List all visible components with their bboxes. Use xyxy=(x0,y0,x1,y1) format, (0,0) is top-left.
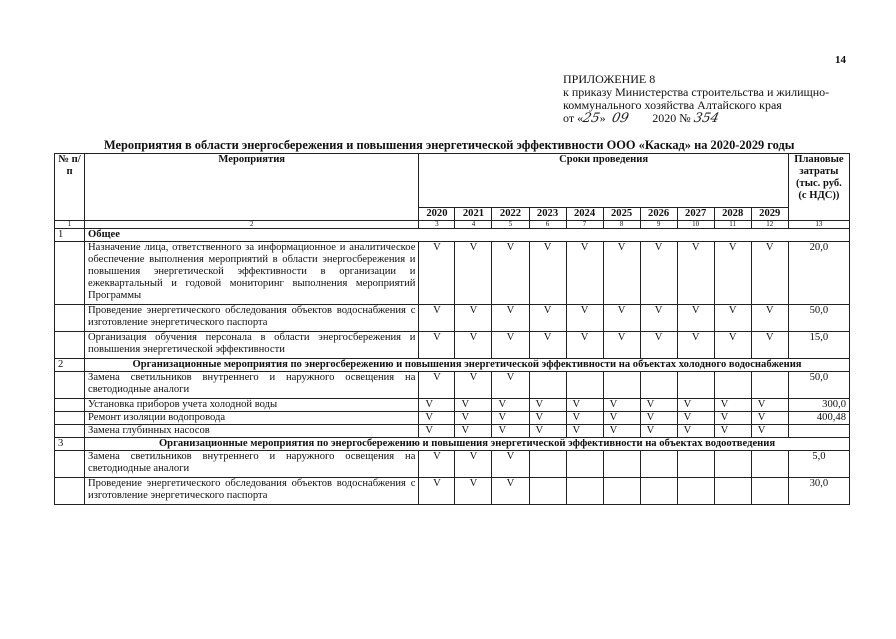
measure-text: Ремонт изоляции водопровода xyxy=(85,412,419,425)
column-number-3: 3 xyxy=(419,221,455,229)
measure-row xyxy=(55,399,850,412)
year-mark-2026 xyxy=(640,478,677,505)
planned-cost: 15,0 xyxy=(788,332,849,359)
planned-cost: 5,0 xyxy=(788,451,849,478)
column-number-1: 1 xyxy=(55,221,85,229)
year-mark-2022: V xyxy=(492,399,529,412)
year-mark-2029: V xyxy=(751,425,788,438)
year-2020: 2020 xyxy=(419,208,455,221)
year-mark-2027: V xyxy=(677,242,714,305)
planned-cost xyxy=(788,425,849,438)
measure-text: Замена светильников внутреннего и наружного освещения на светодиодные аналоги xyxy=(85,372,419,399)
measure-text: Назначение лица, ответственного за информационное и аналитическое обеспечение выполнения мероприятий в области энергосбережения и повышения энергетической эффективности в организации и ежеквартальный и годовой мониторинг выполнения мероприятий Программы xyxy=(85,242,419,305)
appendix-line-2: к приказу Министерства строительства и жилищно- xyxy=(563,85,830,99)
section-number: 1 xyxy=(55,229,85,242)
year-mark-2025: V xyxy=(603,399,640,412)
year-mark-2020: V xyxy=(419,451,455,478)
column-number-11: 11 xyxy=(714,221,751,229)
year-mark-2022: V xyxy=(492,372,529,399)
year-mark-2027 xyxy=(677,478,714,505)
year-mark-2020: V xyxy=(419,478,455,505)
handwritten-number: 354 xyxy=(692,111,721,126)
year-mark-2028 xyxy=(714,478,751,505)
year-2027: 2027 xyxy=(677,208,714,221)
column-number-13: 13 xyxy=(788,221,849,229)
appendix-line-3: коммунального хозяйства Алтайского края xyxy=(563,98,782,112)
year-mark-2023: V xyxy=(529,425,566,438)
measure-text: Замена глубинных насосов xyxy=(85,425,419,438)
row-num-cell xyxy=(55,242,85,305)
year-2022: 2022 xyxy=(492,208,529,221)
measure-row xyxy=(55,372,850,399)
year-mark-2025 xyxy=(603,451,640,478)
column-number-7: 7 xyxy=(566,221,603,229)
date-separator: » xyxy=(599,111,606,125)
year-mark-2021: V xyxy=(455,425,492,438)
year-mark-2024 xyxy=(566,372,603,399)
year-mark-2022: V xyxy=(492,451,529,478)
column-number-12: 12 xyxy=(751,221,788,229)
year-mark-2024: V xyxy=(566,305,603,332)
year-mark-2027: V xyxy=(677,305,714,332)
year-mark-2026 xyxy=(640,451,677,478)
year-mark-2021: V xyxy=(455,372,492,399)
measures-table xyxy=(54,153,850,505)
document-title: Мероприятия в области энергосбережения и повышения энергетической эффективности ООО «Каскад» на 2020-2029 годы xyxy=(104,138,795,152)
header-row xyxy=(55,154,850,208)
year-2021: 2021 xyxy=(455,208,492,221)
year-mark-2025: V xyxy=(603,425,640,438)
year-mark-2026: V xyxy=(640,305,677,332)
measure-row xyxy=(55,242,850,305)
year-mark-2026: V xyxy=(640,425,677,438)
row-num-cell xyxy=(55,332,85,359)
year-mark-2021: V xyxy=(455,242,492,305)
year-mark-2029: V xyxy=(751,412,788,425)
year-2026: 2026 xyxy=(640,208,677,221)
year-mark-2026: V xyxy=(640,332,677,359)
year-mark-2028: V xyxy=(714,332,751,359)
year-mark-2028 xyxy=(714,451,751,478)
year-2029: 2029 xyxy=(751,208,788,221)
measure-row xyxy=(55,425,850,438)
section-title: Организационные мероприятия по энергосбережению и повышения энергетической эффективности на объектах холодного водоснабжения xyxy=(85,359,850,372)
year-mark-2027 xyxy=(677,451,714,478)
year-mark-2024: V xyxy=(566,412,603,425)
year-mark-2020: V xyxy=(419,332,455,359)
year-2028: 2028 xyxy=(714,208,751,221)
row-num-cell xyxy=(55,412,85,425)
year-mark-2023: V xyxy=(529,412,566,425)
header-terms: Сроки проведения xyxy=(419,154,788,208)
year-mark-2027: V xyxy=(677,425,714,438)
year-mark-2020: V xyxy=(419,242,455,305)
planned-cost: 400,48 xyxy=(788,412,849,425)
year-mark-2026: V xyxy=(640,242,677,305)
year-mark-2025: V xyxy=(603,305,640,332)
year-mark-2024: V xyxy=(566,242,603,305)
year-mark-2025: V xyxy=(603,242,640,305)
column-number-8: 8 xyxy=(603,221,640,229)
year-mark-2023 xyxy=(529,372,566,399)
appendix-header xyxy=(563,73,829,125)
year-mark-2026: V xyxy=(640,412,677,425)
year-2024: 2024 xyxy=(566,208,603,221)
section-row xyxy=(55,438,850,451)
year-mark-2027: V xyxy=(677,332,714,359)
year-mark-2029: V xyxy=(751,305,788,332)
column-number-2: 2 xyxy=(85,221,419,229)
handwritten-day: 25 xyxy=(581,111,602,126)
year-mark-2028: V xyxy=(714,412,751,425)
column-number-4: 4 xyxy=(455,221,492,229)
planned-cost: 300,0 xyxy=(788,399,849,412)
year-mark-2024 xyxy=(566,478,603,505)
header-num: № п/п xyxy=(55,154,85,221)
year-mark-2024: V xyxy=(566,425,603,438)
year-mark-2029 xyxy=(751,451,788,478)
year-mark-2021: V xyxy=(455,305,492,332)
year-mark-2027 xyxy=(677,372,714,399)
year-mark-2028: V xyxy=(714,425,751,438)
planned-cost: 20,0 xyxy=(788,242,849,305)
year-mark-2029 xyxy=(751,372,788,399)
year-mark-2026 xyxy=(640,372,677,399)
page-number: 14 xyxy=(835,54,846,66)
row-num-cell xyxy=(55,399,85,412)
year-mark-2023 xyxy=(529,451,566,478)
year-mark-2024: V xyxy=(566,332,603,359)
year-mark-2029 xyxy=(751,478,788,505)
measure-text: Установка приборов учета холодной воды xyxy=(85,399,419,412)
appendix-line-1: ПРИЛОЖЕНИЕ 8 xyxy=(563,72,656,86)
row-num-cell xyxy=(55,372,85,399)
section-title: Общее xyxy=(85,229,850,242)
year-mark-2028: V xyxy=(714,305,751,332)
year-mark-2026: V xyxy=(640,399,677,412)
year-mark-2024 xyxy=(566,451,603,478)
year-mark-2025 xyxy=(603,372,640,399)
year-mark-2022: V xyxy=(492,305,529,332)
section-title: Организационные мероприятия по энергосбережению и повышения энергетической эффективности на объектах водоотведения xyxy=(85,438,850,451)
year-mark-2020: V xyxy=(419,305,455,332)
year-mark-2027: V xyxy=(677,412,714,425)
year-mark-2023: V xyxy=(529,332,566,359)
year-mark-2023: V xyxy=(529,242,566,305)
year-mark-2020: V xyxy=(419,412,455,425)
appendix-date-line xyxy=(563,112,829,125)
measure-row xyxy=(55,412,850,425)
year-mark-2025 xyxy=(603,478,640,505)
header-measure: Мероприятия xyxy=(85,154,419,221)
measure-text: Проведение энергетического обследования объектов водоснабжения с изготовление энергетического паспорта xyxy=(85,305,419,332)
year-mark-2024: V xyxy=(566,399,603,412)
measure-text: Замена светильников внутреннего и наружного освещения на светодиодные аналоги xyxy=(85,451,419,478)
column-number-9: 9 xyxy=(640,221,677,229)
row-num-cell xyxy=(55,478,85,505)
year-mark-2029: V xyxy=(751,242,788,305)
section-row xyxy=(55,229,850,242)
measure-text: Организация обучения персонала в области энергосбережения и повышения энергетической эффективности xyxy=(85,332,419,359)
year-mark-2021: V xyxy=(455,478,492,505)
year-mark-2022: V xyxy=(492,242,529,305)
section-number: 2 xyxy=(55,359,85,372)
measure-row xyxy=(55,451,850,478)
row-num-cell xyxy=(55,305,85,332)
date-prefix: от « xyxy=(563,111,584,125)
year-mark-2020: V xyxy=(419,399,455,412)
column-numbers-row xyxy=(55,221,850,229)
year-mark-2021: V xyxy=(455,451,492,478)
year-mark-2023 xyxy=(529,478,566,505)
measure-row xyxy=(55,332,850,359)
column-number-5: 5 xyxy=(492,221,529,229)
measure-text: Проведение энергетического обследования объектов водоснабжения с изготовление энергетического паспорта xyxy=(85,478,419,505)
year-mark-2025: V xyxy=(603,332,640,359)
year-2023: 2023 xyxy=(529,208,566,221)
year-mark-2028: V xyxy=(714,399,751,412)
year-mark-2027: V xyxy=(677,399,714,412)
year-mark-2022: V xyxy=(492,332,529,359)
year-mark-2021: V xyxy=(455,332,492,359)
row-num-cell xyxy=(55,451,85,478)
date-year: 2020 № xyxy=(652,111,691,125)
handwritten-month: 09 xyxy=(610,111,630,126)
year-mark-2029: V xyxy=(751,332,788,359)
year-mark-2022: V xyxy=(492,412,529,425)
year-mark-2029: V xyxy=(751,399,788,412)
column-number-6: 6 xyxy=(529,221,566,229)
year-mark-2020: V xyxy=(419,425,455,438)
year-mark-2028 xyxy=(714,372,751,399)
year-mark-2022: V xyxy=(492,478,529,505)
year-mark-2023: V xyxy=(529,305,566,332)
year-mark-2021: V xyxy=(455,412,492,425)
header-cost: Плановые затраты (тыс. руб. (с НДС)) xyxy=(788,154,849,221)
year-mark-2020: V xyxy=(419,372,455,399)
year-mark-2025: V xyxy=(603,412,640,425)
year-mark-2021: V xyxy=(455,399,492,412)
section-row xyxy=(55,359,850,372)
year-mark-2022: V xyxy=(492,425,529,438)
planned-cost: 30,0 xyxy=(788,478,849,505)
year-mark-2023: V xyxy=(529,399,566,412)
column-number-10: 10 xyxy=(677,221,714,229)
section-number: 3 xyxy=(55,438,85,451)
measure-row xyxy=(55,478,850,505)
planned-cost: 50,0 xyxy=(788,305,849,332)
year-2025: 2025 xyxy=(603,208,640,221)
measure-row xyxy=(55,305,850,332)
planned-cost: 50,0 xyxy=(788,372,849,399)
row-num-cell xyxy=(55,425,85,438)
year-mark-2028: V xyxy=(714,242,751,305)
